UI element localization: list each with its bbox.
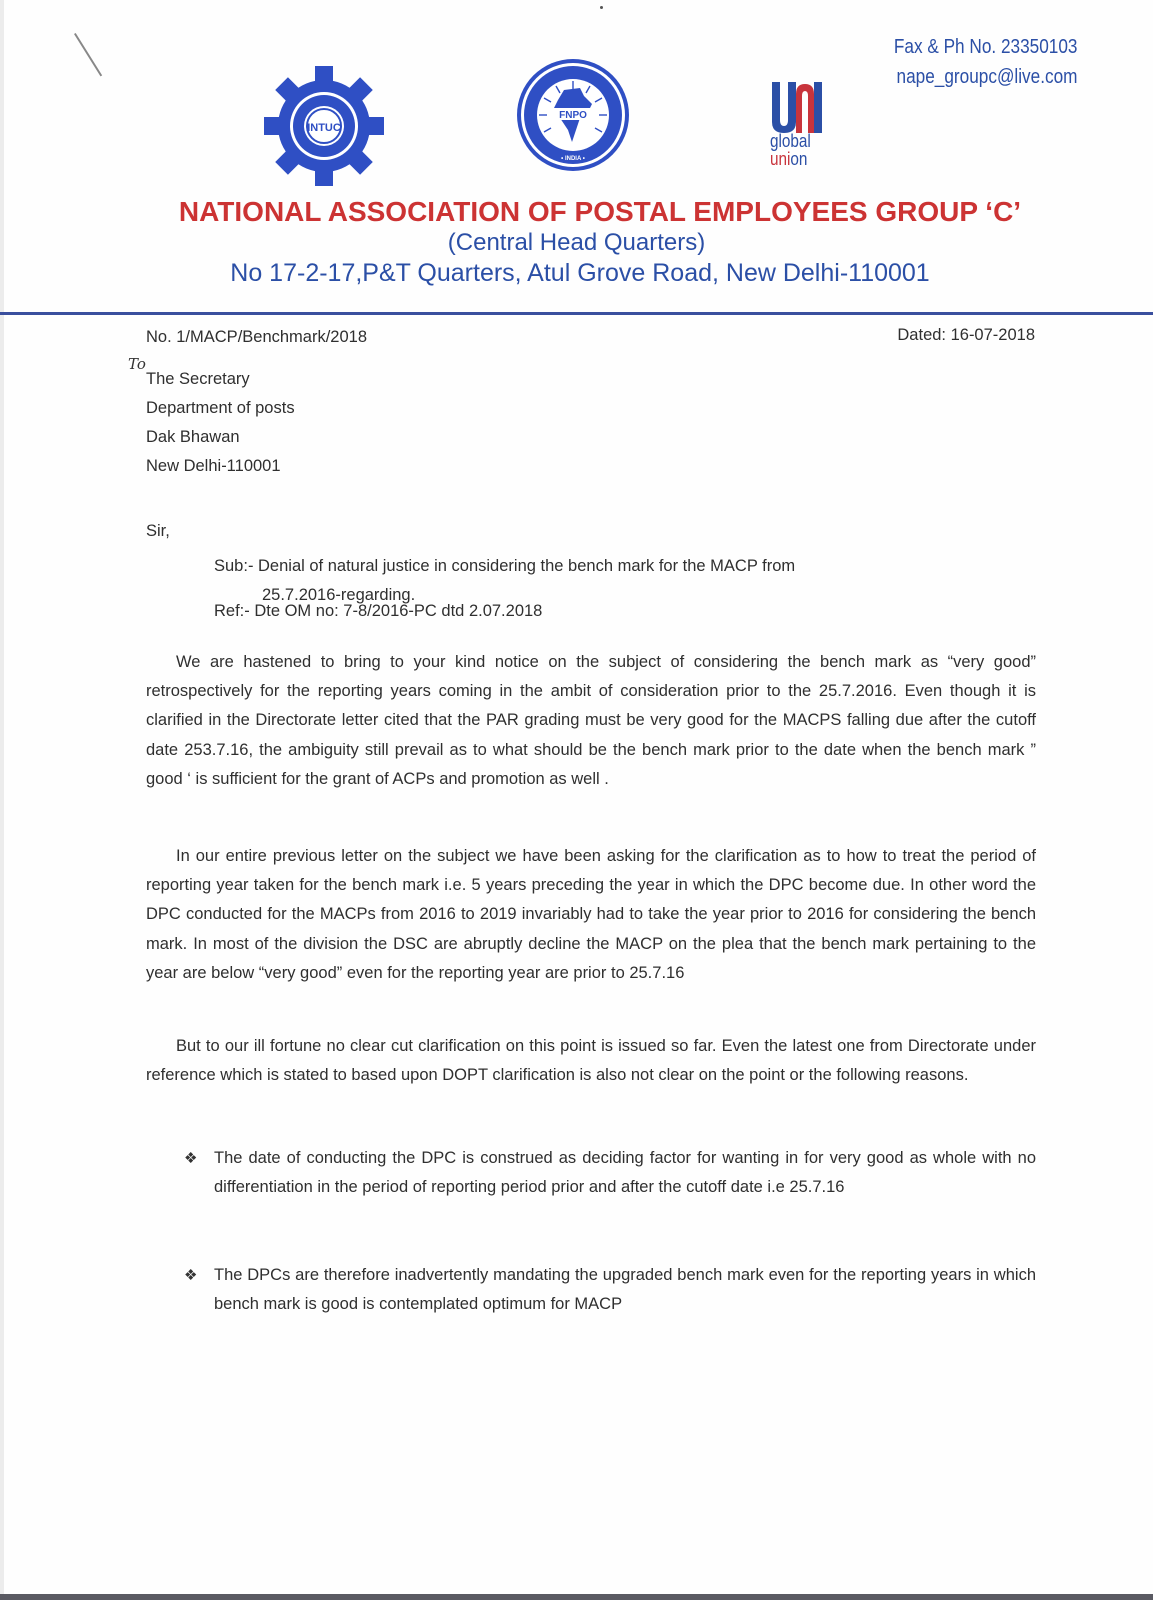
- body-paragraph: But to our ill fortune no clear cut clarification on this point is issued so far. Even the latest one from Directorate under reference which is stated to based upon DOPT clarification is also not clear on the point or the following reasons.: [146, 1037, 1036, 1085]
- organization-subtitle: (Central Head Quarters): [447, 229, 706, 256]
- uni-union-text: union: [770, 149, 808, 169]
- organization-address: No 17-2-17,P&T Quarters, Atul Grove Road, New Delhi-110001: [230, 259, 930, 287]
- body-paragraph: In our entire previous letter on the subject we have been asking for the clarification as to how to treat the period of reporting year taken for the bench mark i.e. 5 years preceding the year in which the DPC become due. In other word the DPC conducted for the MACPs from 2016 to 2019 invariably had to take the year prior to 2016 for considering the bench mark. In most of the division the DSC are abruptly decline the MACP on the plea that the bench mark pertaining to the year are below “very good” even for the reporting year are prior to 25.7.16: [146, 847, 1036, 982]
- stray-pen-mark: [74, 33, 102, 76]
- reference-line: Ref:- Dte OM no: 7-8/2016-PC dtd 2.07.2018: [214, 602, 543, 620]
- recipient-line: The Secretary: [146, 370, 250, 388]
- diamond-dots-bullet-icon: ❖: [184, 1267, 198, 1284]
- recipient-line: Dak Bhawan: [146, 428, 240, 446]
- subject-line: Sub:- Denial of natural justice in considering the bench mark for the MACP from: [214, 557, 796, 575]
- fnpo-india-text: • INDIA •: [561, 156, 585, 162]
- recipient-line: Department of posts: [146, 399, 295, 417]
- phone-fax: Fax & Ph No. 23350103: [893, 36, 1077, 58]
- handwritten-to: To: [128, 355, 146, 373]
- scan-speck: [600, 6, 603, 9]
- letter-date: Dated: 16-07-2018: [897, 326, 1035, 344]
- intuc-gear-emblem-icon: [264, 66, 384, 186]
- list-item: ❖ The DPCs are therefore inadvertently mandating the upgraded bench mark even for the reporting years in which bench mark is good is contemplated optimum for MACP: [184, 1261, 1036, 1319]
- uni-letters-icon: [770, 82, 824, 134]
- fnpo-india-map-emblem-icon: [514, 56, 632, 174]
- uni-global-union-logo: [770, 82, 824, 174]
- reasons-list: [184, 1144, 1036, 1202]
- intuc-text: INTUC: [307, 122, 341, 134]
- header-divider: [0, 312, 1153, 315]
- body-paragraph: We are hastened to bring to your kind notice on the subject of considering the bench mark as “very good” retrospectively for the reporting years coming in the ambit of consideration prior to the 25.7.2016. Even though it is clarified in the Directorate letter cited that the PAR grading must be very good for the MACPS falling due after the cutoff date 253.7.16, the ambiguity still prevail as to what should be the bench mark prior to the date when the bench mark ” good ‘ is sufficient for the grant of ACPs and promotion as well .: [146, 653, 1036, 788]
- diamond-dots-bullet-icon: ❖: [184, 1150, 198, 1167]
- contact-block: [893, 32, 1077, 92]
- fnpo-text: FNPO: [559, 110, 587, 121]
- uni-global-text: global: [770, 131, 811, 151]
- organization-name: NATIONAL ASSOCIATION OF POSTAL EMPLOYEES GROUP ‘C’: [178, 196, 1022, 227]
- reasons-list: [184, 1261, 1036, 1319]
- reference-number: No. 1/MACP/Benchmark/2018: [146, 328, 368, 346]
- salutation: Sir,: [146, 522, 170, 540]
- list-item: ❖ The date of conducting the DPC is construed as deciding factor for wanting in for very good as whole with no differentiation in the period of reporting period prior and after the cutoff date i.e 25.7.16: [184, 1144, 1036, 1202]
- subject-line: 25.7.2016-regarding.: [262, 586, 416, 604]
- email: nape_groupc@live.com: [896, 66, 1077, 88]
- recipient-line: New Delhi-110001: [146, 457, 281, 475]
- scan-bottom-edge: [0, 1594, 1153, 1600]
